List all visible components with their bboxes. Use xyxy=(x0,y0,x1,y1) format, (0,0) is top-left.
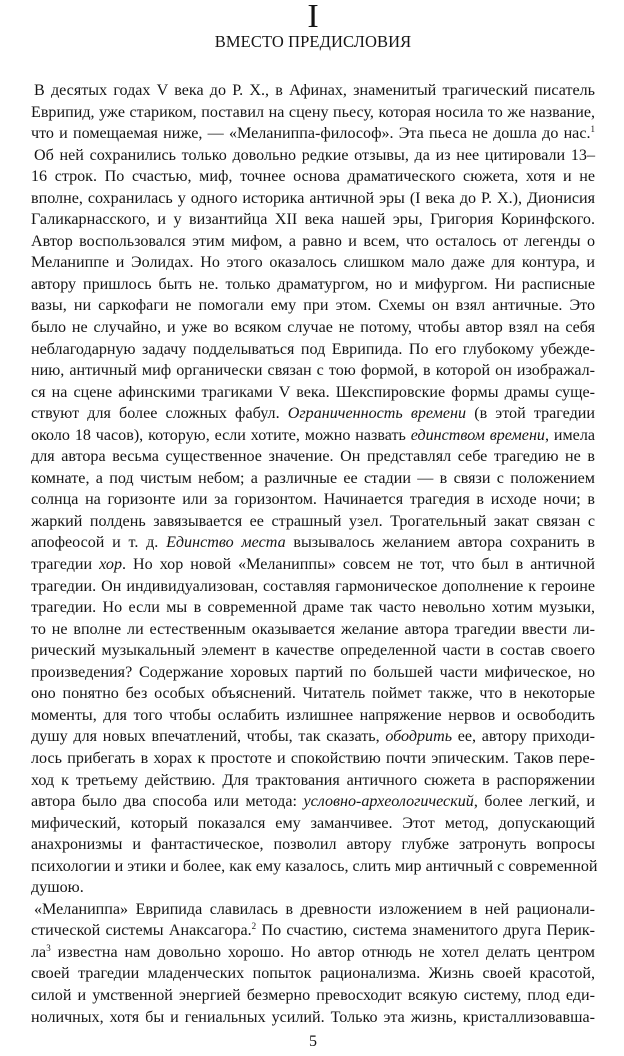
text-line xyxy=(31,295,595,317)
text-line xyxy=(31,791,595,813)
text-run: ее, автору приходи- xyxy=(452,728,596,746)
book-page xyxy=(31,0,598,1056)
paragraph xyxy=(31,899,595,1028)
text-run: около 18 часов), которую, если хотите, можно назвать xyxy=(31,426,411,444)
text-line xyxy=(31,662,595,684)
italic-text: Ограниченность времени xyxy=(287,405,467,423)
text-run: автору пришлось быть не. только драматургом, но и мифургом. Ни расписные xyxy=(31,275,595,293)
text-run: для автора весьма существенное значение. Он представлял себе трагедию не в xyxy=(31,448,595,466)
text-run: моменты, для того чтобы ослабить излишнее напряжение нервов и освободить xyxy=(31,706,595,724)
text-run: , имела xyxy=(544,426,595,444)
text-line xyxy=(31,683,595,705)
text-run: ся на сцене афинскими трагиками V века. Шекспировские формы драмы суще- xyxy=(31,383,595,401)
text-line xyxy=(31,231,595,253)
chapter-number: I xyxy=(307,0,319,35)
text-run: лось прибегать в хорах к простоте и спокойствию почти эпическим. Таков пере- xyxy=(31,749,595,767)
text-run: (в этой трагедии xyxy=(466,405,595,423)
text-run: «Меланиппа» Еврипида славилась в древности изложением в ней рационали- xyxy=(34,900,595,918)
text-line xyxy=(31,145,595,167)
text-run: комнате, а под чистым небом; а различные ее стадии — в связи с положением xyxy=(31,469,595,487)
footnote-ref: 1 xyxy=(590,124,595,135)
paragraph xyxy=(31,80,598,899)
text-run: известна нам довольно хорошо. Но автор отнюдь не хотел делать центром xyxy=(50,943,595,961)
text-line xyxy=(31,339,595,361)
text-run: солнца на горизонте или за горизонтом. Начинается трагедия в исходе ночи; в xyxy=(31,491,595,509)
text-run: Об ней сохранились только довольно редкие отзывы, да из нее цитировали 13– xyxy=(34,146,595,164)
chapter-title: ВМЕСТО ПРЕДИСЛОВИЯ xyxy=(214,32,412,51)
text-run: рический музыкальный элемент в качестве определенной части в состав своего xyxy=(31,642,595,660)
text-line xyxy=(31,640,595,662)
text-line xyxy=(31,942,595,964)
text-run: душою. xyxy=(31,879,84,897)
footnote-ref: 3 xyxy=(46,942,51,953)
text-run: автора было два способа или метода: xyxy=(31,793,304,811)
text-run: анахронизмы и фантастическое, позволил автору глубже затронуть вопросы xyxy=(31,836,595,854)
text-line xyxy=(31,576,595,598)
text-run: ноличных, хотя бы и гениальных усилий. Только эта жизнь, кристаллизовавша- xyxy=(31,1008,595,1026)
page-number: 5 xyxy=(309,1033,317,1050)
text-run: произведения? Содержание хоровых партий по большей части мифическое, но xyxy=(31,663,595,681)
text-line xyxy=(31,597,595,619)
text-run: психологии и этики и более, как ему казалось, слить мир античный с современной xyxy=(31,857,598,875)
text-run: апофеосой и т. д. xyxy=(31,534,167,552)
text-run: силой и умственной энергией безмерно превосходит всякую систему, плод еди- xyxy=(31,986,595,1004)
text-line xyxy=(31,80,595,102)
text-run: ла xyxy=(31,943,47,961)
text-line xyxy=(31,274,595,296)
text-run: что и помещаемая ниже, — «Меланиппа-философ». Эта пьеса не дошла до нас. xyxy=(31,125,591,143)
text-line xyxy=(31,770,595,792)
text-line xyxy=(31,619,595,641)
text-line xyxy=(31,425,595,447)
text-run: неблагодарную задачу подделываться под Еврипида. По его глубокому убежде- xyxy=(31,340,595,358)
footnote-ref: 2 xyxy=(251,921,257,932)
body-text xyxy=(31,80,598,1028)
text-run: мифический, который показался ему заманчивее. Этот метод, допускающий xyxy=(31,814,595,832)
text-run: вазы, ни саркофаги не помогали ему при этом. Схемы он взял античные. Это xyxy=(31,297,595,315)
text-line xyxy=(31,532,595,554)
text-line xyxy=(31,1007,595,1029)
text-line xyxy=(31,877,595,899)
text-line xyxy=(31,102,595,124)
text-run: своей трагедии младенческих попыток рационализма. Жизнь своей красотой, xyxy=(31,965,595,983)
text-run: Еврипид, уже стариком, поставил на сцену пьесу, которая носила то же название, xyxy=(31,103,595,121)
text-line xyxy=(31,468,595,490)
text-line xyxy=(31,489,595,511)
text-run: ствуют для более сложных фабул. xyxy=(31,405,288,423)
text-run: душу для новых впечатлений, чтобы, так сказать, xyxy=(31,728,386,746)
text-line xyxy=(31,748,595,770)
text-run: По счастию, система знаменитого друга Перик- xyxy=(256,922,596,940)
text-line xyxy=(31,985,595,1007)
text-line xyxy=(31,188,595,210)
italic-text: единством времени xyxy=(410,426,545,444)
text-run: Галикарнасского, и у византийца XII века нашей эры, Григория Коринфского. xyxy=(31,211,595,229)
italic-text: условно-археологический xyxy=(303,793,474,811)
text-run: Меланиппе и Эолидах. Но этого оказалось слишком мало даже для контура, и xyxy=(31,254,595,272)
text-line xyxy=(31,123,595,145)
italic-text: Единство места xyxy=(166,534,286,552)
text-line xyxy=(31,963,595,985)
text-line xyxy=(31,360,595,382)
text-run: вызывалось желанием автора сохранить в xyxy=(285,534,595,552)
text-run: нию, античный миф органически связан с тою формой, в которой он изображал- xyxy=(31,362,595,380)
text-line xyxy=(31,834,595,856)
text-run: В десятых годах V века до Р. Х., в Афинах, знаменитый трагический писатель xyxy=(34,82,595,99)
text-line xyxy=(31,382,595,404)
text-line xyxy=(31,554,595,576)
text-line xyxy=(31,856,598,878)
text-line xyxy=(31,317,595,339)
text-line xyxy=(31,511,595,533)
text-run: трагедии xyxy=(31,556,100,574)
text-run: . Но хор новой «Меланиппы» совсем не тот, что был в античной xyxy=(122,556,595,574)
text-line xyxy=(31,726,595,748)
italic-text: хор xyxy=(99,556,123,574)
text-run: трагедии. Он индивидуализован, составляя гармоническое дополнение к героине xyxy=(31,577,595,595)
text-run: Автор воспользовался этим мифом, а равно и всем, что осталось от легенды о xyxy=(31,232,595,250)
text-line xyxy=(31,403,595,425)
text-run: было не случайно, и уже во всяком случае не потому, чтобы автор взял на себя xyxy=(31,319,595,337)
text-run: , более легкий, и xyxy=(473,793,596,811)
text-line xyxy=(31,252,595,274)
text-line xyxy=(31,166,595,188)
text-line xyxy=(31,209,595,231)
text-line xyxy=(31,899,595,921)
text-line xyxy=(31,705,595,727)
italic-text: ободрить xyxy=(385,728,453,746)
text-run: 16 строк. По счастью, миф, точнее основа драматического сюжета, хотя и не xyxy=(31,168,595,186)
text-run: жаркий полдень завязывается ее страшный узел. Трогательный закат связан с xyxy=(31,512,595,530)
text-line xyxy=(31,920,595,942)
text-run: оно понятно без особых объяснений. Читатель поймет также, что в некоторые xyxy=(31,685,595,703)
text-run: ход к третьему действию. Для трактования античного сюжета в распоряжении xyxy=(31,771,595,789)
text-line xyxy=(31,813,595,835)
text-line xyxy=(31,446,595,468)
text-run: вполне, сохранилась у одного историка античной эры (I века до Р. Х.), Дионисия xyxy=(31,189,595,207)
text-run: трагедии. Но если мы в современной драме так часто невольно хотим музыки, xyxy=(31,599,595,617)
text-run: стической системы Анаксагора. xyxy=(31,922,252,940)
text-run: то не вполне ли естественным оказывается желание автора трагедии ввести ли- xyxy=(31,620,595,638)
